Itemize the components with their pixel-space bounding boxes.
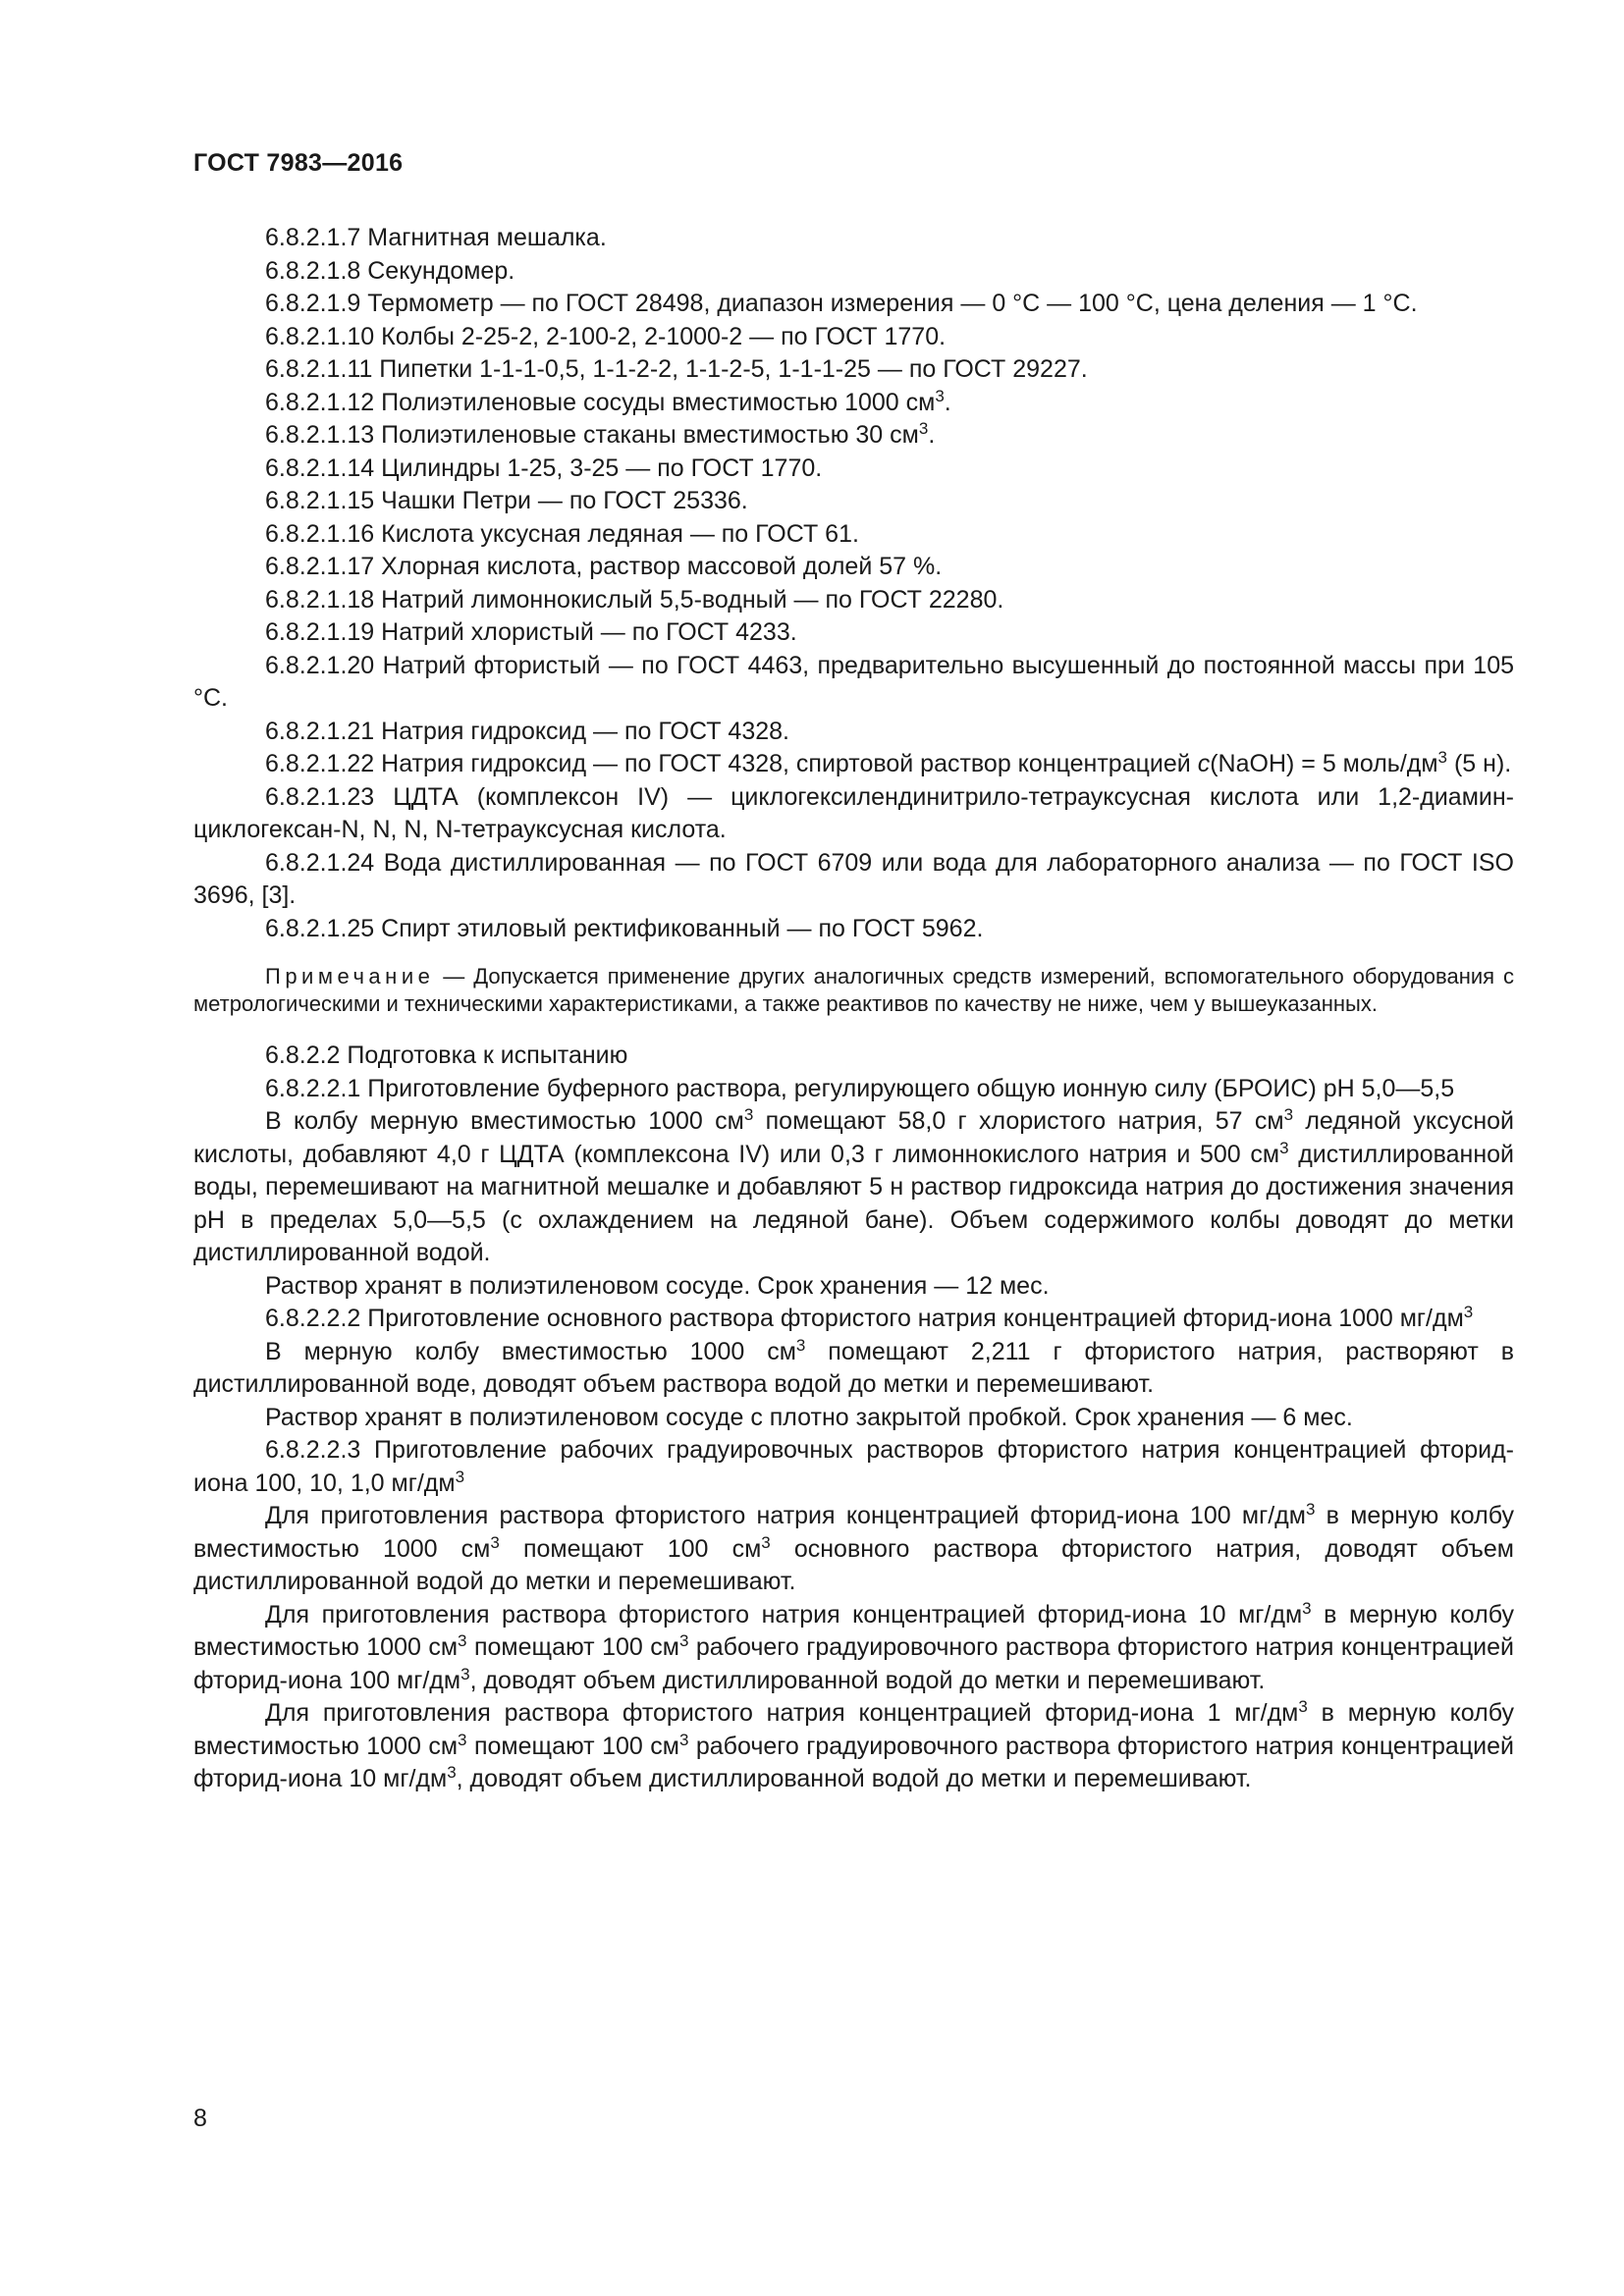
paragraph: 6.8.2.1.11 Пипетки 1-1-1-0,5, 1-1-2-2, 1-1-2-5, 1-1-1-25 — по ГОСТ 29227. — [265, 355, 1088, 383]
paragraph: Раствор хранят в полиэтиленовом сосуде. Срок хранения — 12 мес. — [265, 1271, 1050, 1300]
paragraph: 6.8.2.1.25 Спирт этиловый ректификованный — по ГОСТ 5962. — [265, 914, 984, 942]
paragraph: 6.8.2.2.1 Приготовление буферного раствора, регулирующего общую ионную силу (БРОИС) pH 5,0—5,5 — [265, 1074, 1455, 1102]
paragraph: 6.8.2.1.19 Натрий хлористый — по ГОСТ 4233. — [265, 618, 797, 646]
paragraph: 6.8.2.1.18 Натрий лимоннокислый 5,5-водный — по ГОСТ 22280. — [265, 585, 1004, 614]
paragraph: 6.8.2.1.21 Натрия гидроксид — по ГОСТ 4328. — [265, 717, 789, 745]
paragraph: 6.8.2.2.3 Приготовление рабочих градуировочных растворов фтористого натрия концентрацией фторид-иона 100, 10, 1,0 $мг/дм^3$ — [193, 1436, 1514, 1497]
paragraphs-top — [193, 222, 1514, 945]
paragraph: 6.8.2.1.20 Натрий фтористый — по ГОСТ 4463, предварительно высушенный до постоянной массы при 105 °С. — [193, 651, 1514, 712]
paragraph: Для приготовления раствора фтористого натрия концентрацией фторид-иона 1 $мг/дм^3$ в мерную колбу вместимостью 1000 $см^3$ помещают 100 $см^3$ рабочего градуировочного раствора фтористого натрия концентрацией фторид-иона 10 $мг/дм^3$, доводят объем дистиллированной водой до метки и перемешивают. — [193, 1697, 1514, 1792]
paragraph: 6.8.2.1.14 Цилиндры 1-25, 3-25 — по ГОСТ 1770. — [265, 454, 823, 482]
paragraphs-bottom — [193, 1040, 1514, 1796]
paragraph: 6.8.2.1.12 Полиэтиленовые сосуды вместимостью 1000 $см^3$. — [265, 386, 951, 416]
paragraph: В колбу мерную вместимостью 1000 $см^3$ помещают 58,0 г хлористого натрия, 57 $см^3$ ледяной уксусной кислоты, добавляют 4,0 г ЦДТА (комплексона IV) или 0,3 г лимоннокислого натрия и 500 $см^3$ дистиллированной воды, перемешивают на магнитной мешалке и добавляют 5 н раствор гидроксида натрия до достижения значения pH в пределах 5,0—5,5 (с охлаждением на ледяной бане). Объем содержимого колбы доводят до метки дистиллированной водой. — [193, 1105, 1515, 1266]
note-text: — Допускается применение других аналогичных средств измерений, вспомогательного оборудования с метрологическими и техническими характеристиками, а также реактивов по качеству не ниже, чем у вышеуказанных. — [193, 964, 1514, 1016]
paragraph: Для приготовления раствора фтористого натрия концентрацией фторид-иона 100 $мг/дм^3$ в мерную колбу вместимостью 1000 $см^3$ помещают 100 $см^3$ основного раствора фтористого натрия, доводят объем дистиллированной водой до метки и перемешивают. — [193, 1500, 1514, 1595]
paragraph: 6.8.2.1.15 Чашки Петри — по ГОСТ 25336. — [265, 487, 748, 514]
document-body — [193, 222, 1514, 1796]
paragraph: 6.8.2.1.17 Хлорная кислота, раствор массовой долей 57 %. — [265, 553, 943, 580]
page-number: 8 — [193, 2105, 207, 2132]
paragraph: Раствор хранят в полиэтиленовом сосуде с плотно закрытой пробкой. Срок хранения — 6 мес. — [265, 1403, 1353, 1431]
document-header: ГОСТ 7983—2016 — [193, 149, 404, 177]
note — [193, 963, 1514, 1018]
paragraph: 6.8.2.1.8 Секундомер. — [265, 256, 515, 285]
paragraph: 6.8.2.2 Подготовка к испытанию — [265, 1041, 628, 1069]
paragraph: 6.8.2.1.10 Колбы 2-25-2, 2-100-2, 2-1000-2 — по ГОСТ 1770. — [265, 322, 947, 350]
paragraph: 6.8.2.2.2 Приготовление основного раствора фтористого натрия концентрацией фторид-иона 1000 $мг/дм^3$ — [265, 1303, 1474, 1332]
paragraph: 6.8.2.1.16 Кислота уксусная ледяная — по ГОСТ 61. — [265, 519, 859, 548]
paragraph: В мерную колбу вместимостью 1000 $см^3$ помещают 2,211 г фтористого натрия, растворяют в дистиллированной воде, доводят объем раствора водой до метки и перемешивают. — [193, 1335, 1515, 1398]
paragraph: 6.8.2.1.24 Вода дистиллированная — по ГОСТ 6709 или вода для лабораторного анализа — по ГОСТ ISO 3696, [3]. — [193, 848, 1514, 909]
paragraph: 6.8.2.1.22 Натрия гидроксид — по ГОСТ 4328, спиртовой раствор концентрацией с(NaOH) = 5 моль/$дм^3$ (5 н). — [265, 748, 1512, 777]
paragraph: 6.8.2.1.7 Магнитная мешалка. — [265, 224, 607, 251]
paragraph: Для приготовления раствора фтористого натрия концентрацией фторид-иона 10 $мг/дм^3$ в мерную колбу вместимостью 1000 $см^3$ помещают 100 $см^3$ рабочего градуировочного раствора фтористого натрия концентрацией фторид-иона 100 $мг/дм^3$, доводят объем дистиллированной водой до метки и перемешивают. — [193, 1598, 1514, 1694]
note-lead: Примечание — [265, 964, 435, 988]
paragraph: 6.8.2.1.9 Термометр — по ГОСТ 28498, диапазон измерения — 0 °С — 100 °С, цена деления — 1 °С. — [265, 290, 1418, 317]
paragraph: 6.8.2.1.13 Полиэтиленовые стаканы вместимостью 30 $см^3$. — [265, 419, 936, 449]
paragraph: 6.8.2.1.23 ЦДТА (комплексон IV) — циклогексилендинитрило-тетрауксусная кислота или 1,2-диамин-циклогексан-N, N, N, N-тетрауксусная кислота. — [193, 782, 1514, 843]
